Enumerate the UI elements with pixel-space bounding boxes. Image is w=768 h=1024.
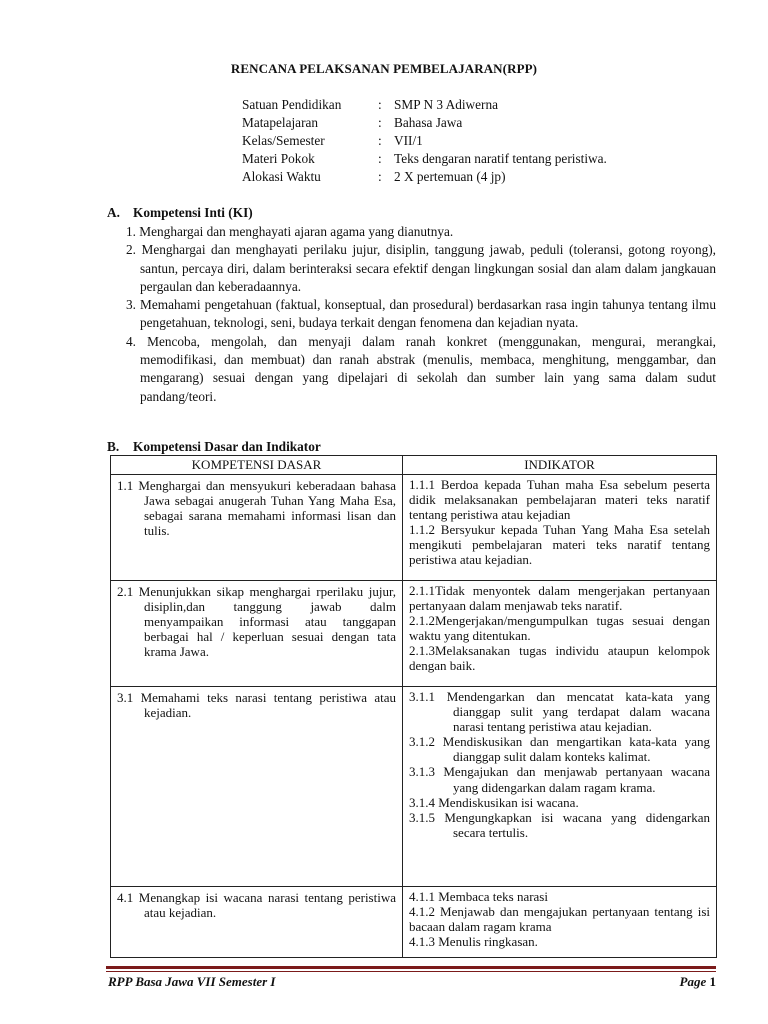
kd-cell: 2.1 Menunjukkan sikap menghargai rperilaku jujur, disiplin,dan tanggung jawab dalm menyampaikan informasi atau tanggapan berbagai hal / keperluan sesuai dengan tata krama Jawa. xyxy=(111,581,403,687)
indicator-cell xyxy=(403,581,717,687)
indicator: 4.1.1 Membaca teks narasi xyxy=(409,889,548,904)
meta-row: Kelas/Semester : VII/1 xyxy=(242,133,423,148)
column-header: INDIKATOR xyxy=(403,456,717,475)
meta-value: Teks dengaran naratif tentang peristiwa. xyxy=(394,151,607,166)
table-row xyxy=(111,475,717,581)
footer-divider xyxy=(106,971,716,972)
indicator: 2.1.3Melaksanakan tugas individu ataupun kelompok dengan baik. xyxy=(409,643,710,674)
table-header-row xyxy=(111,456,717,475)
indicator-cell xyxy=(403,475,717,581)
indicator: 4.1.2 Menjawab dan mengajukan pertanyaan tentang isi bacaan dalam ragam krama xyxy=(409,904,710,935)
indicator: 2.1.2Mengerjakan/mengumpulkan tugas sesuai dengan waktu yang ditentukan. xyxy=(409,613,710,644)
indicator: 3.1.3 Mengajukan dan menjawab pertanyaan wacana yang didengarkan dalam ragam krama. xyxy=(409,764,710,795)
indicator: 2.1.1Tidak menyontek dalam mengerjakan pertanyaan pertanyaan dalam menjawab teks naratif. xyxy=(409,583,710,614)
column-header: KOMPETENSI DASAR xyxy=(111,456,403,475)
ki-item: 3. Memahami pengetahuan (faktual, konseptual, dan prosedural) berdasarkan rasa ingin tahunya tentang ilmu pengetahuan, teknologi, seni, budaya terkait dengan fenomena dan kejadian nyata. xyxy=(126,297,716,331)
indicator: 1.1.1 Berdoa kepada Tuhan maha Esa sebelum peserta didik melaksanakan pembelajaran materi teks naratif tentang peristiwa atau kejadian xyxy=(409,477,710,523)
page-number: Page 1 xyxy=(679,974,716,989)
meta-value: SMP N 3 Adiwerna xyxy=(394,97,499,112)
meta-row: Matapelajaran : Bahasa Jawa xyxy=(242,115,463,130)
table-row xyxy=(111,581,717,687)
indicator-cell xyxy=(403,887,717,958)
indicator: 3.1.2 Mendiskusikan dan mengartikan kata-kata yang dianggap sulit dalam konteks kalimat. xyxy=(409,734,710,765)
footer-title: RPP Basa Jawa VII Semester I xyxy=(108,974,276,989)
ki-item: 2. Menghargai dan menghayati perilaku jujur, disiplin, tanggung jawab, peduli (toleransi, gotong royong), santun, percaya diri, dalam berinteraksi secara efektif dengan lingkungan sosial dan alam dalam jangkauan pergaulan dan keberadaannya. xyxy=(126,242,716,294)
document-title: RENCANA PELAKSANAN PEMBELAJARAN(RPP) xyxy=(230,61,538,76)
meta-row: Materi Pokok : Teks dengaran naratif tentang peristiwa. xyxy=(242,151,607,166)
meta-row: Satuan Pendidikan : SMP N 3 Adiwerna xyxy=(242,97,499,112)
indicator: 3.1.4 Mendiskusikan isi wacana. xyxy=(409,794,579,810)
kd-cell: 1.1 Menghargai dan mensyukuri keberadaan bahasa Jawa sebagai anugerah Tuhan Yang Maha Esa, sebagai sarana memahami informasi lisan dan tulis. xyxy=(111,475,403,581)
ki-item: 4. Mencoba, mengolah, dan menyaji dalam ranah konkret (menggunakan, mengurai, merangkai, memodifikasi, dan membuat) dan ranah abstrak (menulis, membaca, menghitung, menggambar, dan mengarang) sesuai dengan yang dipelajari di sekolah dan sumber lain yang sama dalam sudut pandang/teori. xyxy=(126,333,716,404)
indicator-cell xyxy=(403,687,717,887)
meta-value: 2 X pertemuan (4 jp) xyxy=(394,169,506,184)
ki-item: 1. Menghargai dan menghayati ajaran agama yang dianutnya. xyxy=(126,224,454,239)
meta-value: VII/1 xyxy=(394,133,423,148)
kompetensi-inti-list xyxy=(126,223,716,406)
table-row xyxy=(111,887,717,958)
meta-value: Bahasa Jawa xyxy=(394,115,463,130)
indicator: 3.1.1 Mendengarkan dan mencatat kata-kata yang dianggap sulit yang terdapat dalam wacana narasi tentang peristiwa atau kejadian. xyxy=(409,689,710,735)
kd-cell: 3.1 Memahami teks narasi tentang peristiwa atau kejadian. xyxy=(111,687,403,887)
footer-divider xyxy=(106,966,716,969)
kd-indicator-table xyxy=(110,455,717,958)
meta-row: Alokasi Waktu : 2 X pertemuan (4 jp) xyxy=(242,169,506,184)
table-row xyxy=(111,687,717,887)
indicator: 1.1.2 Bersyukur kepada Tuhan Yang Maha Esa setelah mengikuti pembelajaran materi teks naratif tentang peristiwa atau kejadian. xyxy=(409,522,710,568)
section-a-heading: A. Kompetensi Inti (KI) xyxy=(107,205,253,220)
indicator: 4.1.3 Menulis ringkasan. xyxy=(409,934,538,950)
kd-cell: 4.1 Menangkap isi wacana narasi tentang peristiwa atau kejadian. xyxy=(111,887,403,958)
section-b-heading: B. Kompetensi Dasar dan Indikator xyxy=(107,439,321,454)
indicator: 3.1.5 Mengungkapkan isi wacana yang didengarkan secara tertulis. xyxy=(409,809,710,840)
identity-block xyxy=(242,96,607,186)
